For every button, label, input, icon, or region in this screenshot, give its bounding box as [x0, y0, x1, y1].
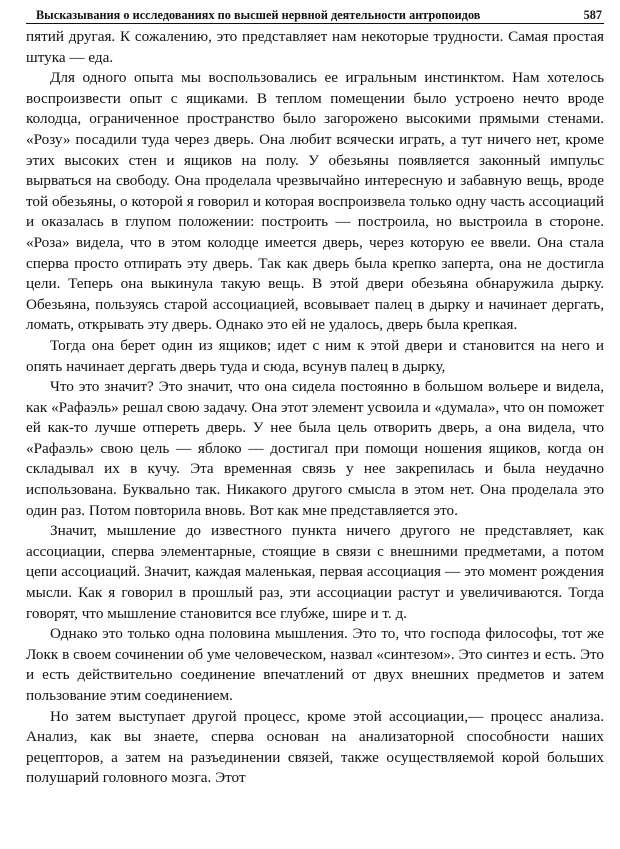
running-header: [26, 0, 604, 24]
paragraph-continued: пятий другая. К сожалению, это представляет нам некоторые трудности. Самая простая штука — еда.: [26, 28, 604, 66]
paragraph: Но затем выступает другой процесс, кроме этой ассоциации,— процесс анализа. Анализ, как вы знаете, сперва основан на анализаторной способности наших рецепторов, а затем на разъединении связей, также осуществляемой корой больших полушарий головного мозга. Этот: [26, 707, 604, 787]
paragraph: Тогда она берет один из ящиков; идет с ним к этой двери и становится на него и опять начинает дергать дверь туда и сюда, всунув палец в дырку,: [26, 336, 604, 375]
page-body: [26, 24, 604, 789]
paragraph: Для одного опыта мы воспользовались ее игральным инстинктом. Нам хотелось воспроизвести опыт с ящиками. В теплом помещении было устроено нечто вроде колодца, ограниченное пространство было загорожено высокими прямыми стенами. «Розу» посадили туда через дверь. Она любит всячески играть, а тут ничего нет, кроме этих высоких стен и ящиков на полу. У обезьяны появляется законный импульс вырваться на свободу. Она проделала чрезвычайно интересную и забавную вещь, вроде той обезьяны, о которой я говорил и которая воспроизвела только одну часть ассоциаций и оказалась в глупом положении: построить — построила, но выстроила в стороне. «Роза» видела, что в этом колодце имеется дверь, через которую ее ввели. Она стала сперва просто отпирать эту дверь. Так как дверь была крепко заперта, она не достигла цели. Теперь она выкинула такую вещь. В этой двери обезьяна обнаружила дырку. Обезьяна, пользуясь старой ассоциацией, всовывает палец в дырку и начинает дергать, ломать, открывать эту дверь. Однако это ей не удалось, дверь была крепкая.: [26, 69, 604, 334]
page-number: 587: [583, 8, 602, 22]
paragraph: Значит, мышление до известного пункта ничего другого не представляет, как ассоциации, сперва элементарные, стоящие в связи с внешними предметами, а потом цепи ассоциаций. Значит, каждая маленькая, первая ассоциация — это момент рождения мысли. Как я говорил в прошлый раз, эти ассоциации растут и увеличиваются. Тогда говорят, что мышление становится все глубже, шире и т. д.: [26, 522, 604, 622]
paragraph: Что это значит? Это значит, что она сидела постоянно в большом вольере и видела, как «Рафаэль» решал свою задачу. Она этот элемент усвоила и «думала», что он поможет ей как-то лучше отпереть дверь. У нее была цель отворить дверь, а она видела, что «Рафаэль» свою цель — яблоко — достигал при помощи ношения ящиков, когда он складывал их в кучу. Эта временная связь у нее закрепилась и была неудачно использована. Буквально так. Никакого другого смысла в этом нет. Она проделала это один раз. Потом повторила вновь. Вот как мне представляется это.: [26, 378, 604, 519]
paragraph: Однако это только одна половина мышления. Это то, что господа философы, тот же Локк в своем сочинении об уме человеческом, назвал «синтезом». Это синтез и есть. Это и есть действительно соединение впечатлений от двух внешних предметов и затем пользование этим соединением.: [26, 625, 604, 704]
running-title: Высказывания о исследованиях по высшей нервной деятельности антропоидов: [36, 8, 481, 22]
